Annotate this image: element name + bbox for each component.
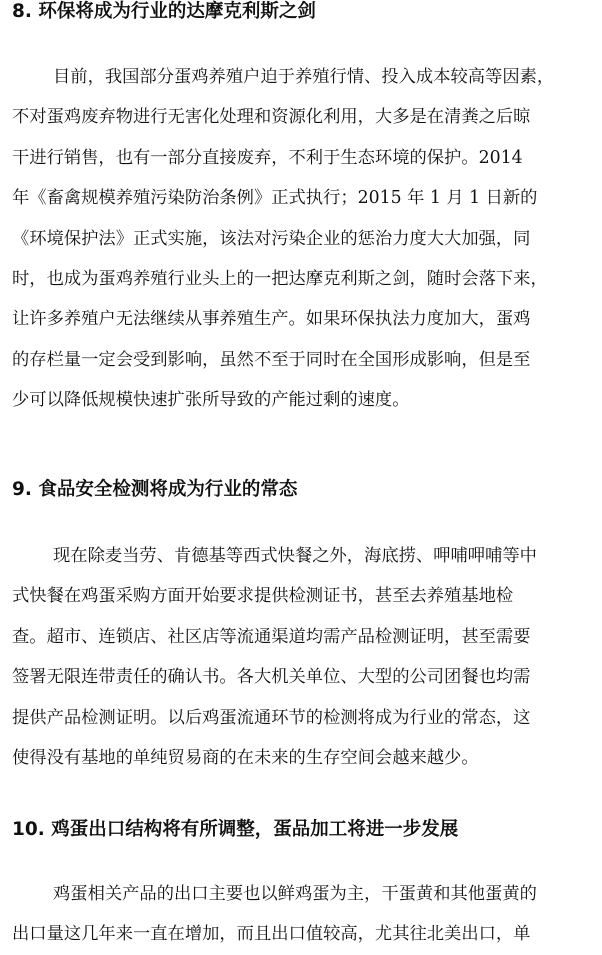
paragraph-line: 的存栏量一定会受到影响，虽然不至于同时在全国形成影响，但是至 <box>12 349 531 370</box>
paragraph-line: 签署无限连带责任的确认书。各大机关单位、大型的公司团餐也均需 <box>12 667 531 688</box>
paragraph-line: 提供产品检测证明。以后鸡蛋流通环节的检测将成为行业的常态，这 <box>12 707 531 728</box>
paragraph-line: 式快餐在鸡蛋采购方面开始要求提供检测证书，甚至去养殖基地检 <box>12 586 514 607</box>
section-heading-10: 10. 鸡蛋出口结构将有所调整，蛋品加工将进一步发展 <box>12 819 459 840</box>
paragraph-line: 年《畜禽规模养殖污染防治条例》正式执行；2015 年 1 月 1 日新的 <box>12 188 538 209</box>
paragraph-line: 干进行销售，也有一部分直接废弃，不利于生态环境的保护。2014 <box>12 147 523 168</box>
paragraph-line: 不对蛋鸡废弃物进行无害化处理和资源化利用，大多是在清粪之后晾 <box>12 107 531 128</box>
section-paragraph-8 <box>12 57 554 421</box>
paragraph-line: 让许多养殖户无法继续从事养殖生产。如果环保执法力度加大，蛋鸡 <box>12 309 531 330</box>
paragraph-line: 现在除麦当劳、肯德基等西式快餐之外，海底捞、呷哺呷哺等中 <box>53 546 537 566</box>
paragraph-line: 使得没有基地的单纯贸易商的在未来的生存空间会越来越少。 <box>12 747 479 768</box>
section-heading-9: 9. 食品安全检测将成为行业的常态 <box>12 479 298 500</box>
paragraph-line: 目前，我国部分蛋鸡养殖户迫于养殖行情、投入成本较高等因素， <box>53 67 555 87</box>
paragraph-line: 《环境保护法》正式实施，该法对污染企业的惩治力度大大加强，同 <box>12 228 531 249</box>
section-paragraph-9 <box>12 536 537 778</box>
paragraph-line: 少可以降低规模快速扩张所导致的产能过剩的速度。 <box>12 390 410 411</box>
paragraph-line: 鸡蛋相关产品的出口主要也以鲜鸡蛋为主，干蛋黄和其他蛋黄的 <box>53 884 537 904</box>
paragraph-line: 出口量这几年来一直在增加，而且出口值较高，尤其往北美出口，单 <box>12 924 531 945</box>
paragraph-line: 时，也成为蛋鸡养殖行业头上的一把达摩克利斯之剑，随时会落下来， <box>12 268 548 289</box>
section-heading-8: 8. 环保将成为行业的达摩克利斯之剑 <box>12 1 316 22</box>
paragraph-line: 查。超市、连锁店、社区店等流通渠道均需产品检测证明，甚至需要 <box>12 626 531 647</box>
section-paragraph-10 <box>12 874 537 955</box>
